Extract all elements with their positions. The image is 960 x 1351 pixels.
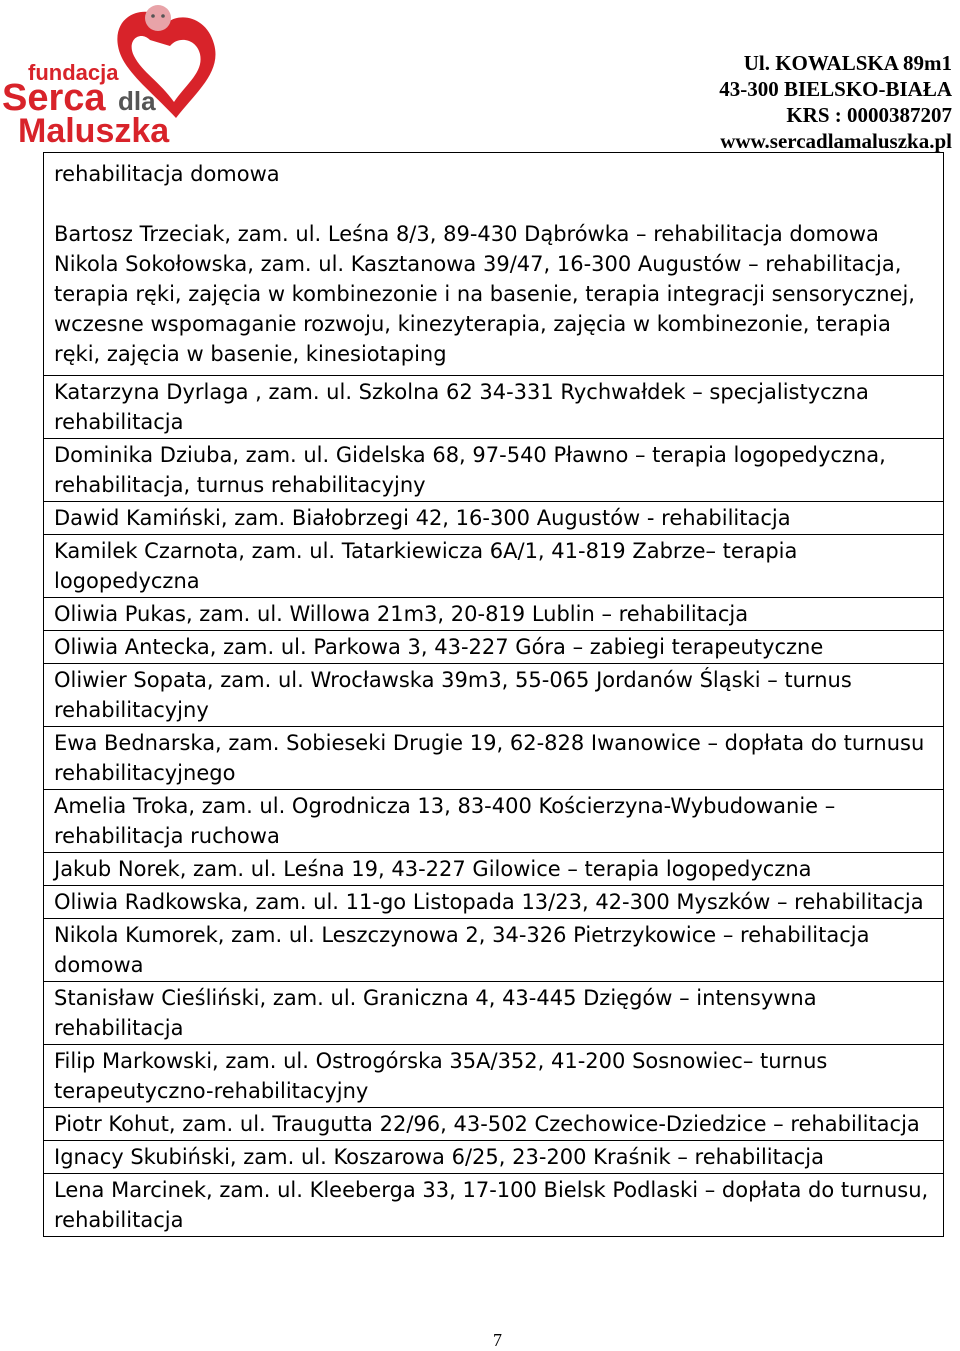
table-row: Ignacy Skubiński, zam. ul. Koszarowa 6/25, 23-200 Kraśnik – rehabilitacja: [44, 1141, 943, 1174]
address-street: Ul. KOWALSKA 89m1: [743, 51, 952, 75]
table-row: Oliwia Radkowska, zam. ul. 11-go Listopada 13/23, 42-300 Myszków – rehabilitacja: [44, 886, 943, 919]
table-row: Nikola Kumorek, zam. ul. Leszczynowa 2, 34-326 Pietrzykowice – rehabilitacja domowa: [44, 919, 943, 982]
table-row: Ewa Bednarska, zam. Sobieseki Drugie 19, 62-828 Iwanowice – dopłata do turnusu rehabilitacyjnego: [44, 727, 943, 790]
krs-number: KRS : 0000387207: [786, 103, 952, 127]
table-row: Jakub Norek, zam. ul. Leśna 19, 43-227 Gilowice – terapia logopedyczna: [44, 853, 943, 886]
table-row: Oliwia Antecka, zam. ul. Parkowa 3, 43-227 Góra – zabiegi terapeutyczne: [44, 631, 943, 664]
logo-graphic: [0, 0, 220, 150]
table-row: rehabilitacja domowa Bartosz Trzeciak, zam. ul. Leśna 8/3, 89-430 Dąbrówka – rehabilitacja domowa Nikola Sokołowska, zam. ul. Kasztanowa 39/47, 16-300 Augustów – rehabilitacja, terapia ręki, zajęcia w kombinezonie i na basenie, terapia integracji sensorycznej, wczesne wspomaganie rozwoju, kinezyterapia, zajęcia w kombinezonie, terapia ręki, zajęcia w basenie, kinesiotaping: [44, 153, 943, 376]
table-row: Stanisław Cieśliński, zam. ul. Graniczna 4, 43-445 Dzięgów – intensywna rehabilitacja: [44, 982, 943, 1045]
beneficiaries-table: [43, 152, 944, 1237]
table-row: Piotr Kohut, zam. ul. Traugutta 22/96, 43-502 Czechowice-Dziedzice – rehabilitacja: [44, 1108, 943, 1141]
baby-eye-icon: [161, 14, 165, 18]
table-row: Lena Marcinek, zam. ul. Kleeberga 33, 17-100 Bielsk Podlaski – dopłata do turnusu, rehabilitacja: [44, 1174, 943, 1237]
table-row: Amelia Troka, zam. ul. Ogrodnicza 13, 83-400 Kościerzyna-Wybudowanie – rehabilitacja ruchowa: [44, 790, 943, 853]
logo-text-dla: dla: [118, 86, 156, 116]
table-row: Dominika Dziuba, zam. ul. Gidelska 68, 97-540 Pławno – terapia logopedyczna, rehabilitacja, turnus rehabilitacyjny: [44, 439, 943, 502]
table-row: Katarzyna Dyrlaga , zam. ul. Szkolna 62 34-331 Rychwałdek – specjalistyczna rehabilitacja: [44, 376, 943, 439]
logo-text-maluszka: Maluszka: [18, 112, 170, 150]
address-city: 43-300 BIELSKO-BIAŁA: [719, 77, 952, 101]
table-row: Oliwier Sopata, zam. ul. Wrocławska 39m3, 55-065 Jordanów Śląski – turnus rehabilitacyjny: [44, 664, 943, 727]
table-row: Filip Markowski, zam. ul. Ostrogórska 35A/352, 41-200 Sosnowiec– turnus terapeutyczno-rehabilitacyjny: [44, 1045, 943, 1108]
organization-info: [719, 50, 952, 154]
baby-eye-icon: [151, 14, 155, 18]
logo-text-fundacja: fundacja: [28, 60, 119, 85]
table-row: Dawid Kamiński, zam. Białobrzegi 42, 16-300 Augustów - rehabilitacja: [44, 502, 943, 535]
website-link[interactable]: www.sercadlamaluszka.pl: [720, 129, 952, 153]
logo-text-serca: Serca: [2, 77, 106, 119]
table-row: Oliwia Pukas, zam. ul. Willowa 21m3, 20-819 Lublin – rehabilitacja: [44, 598, 943, 631]
page-number: 7: [493, 1330, 502, 1350]
baby-head-icon: [145, 5, 171, 31]
foundation-logo: [0, 0, 220, 150]
table-row: Kamilek Czarnota, zam. ul. Tatarkiewicza 6A/1, 41-819 Zabrze– terapia logopedyczna: [44, 535, 943, 598]
